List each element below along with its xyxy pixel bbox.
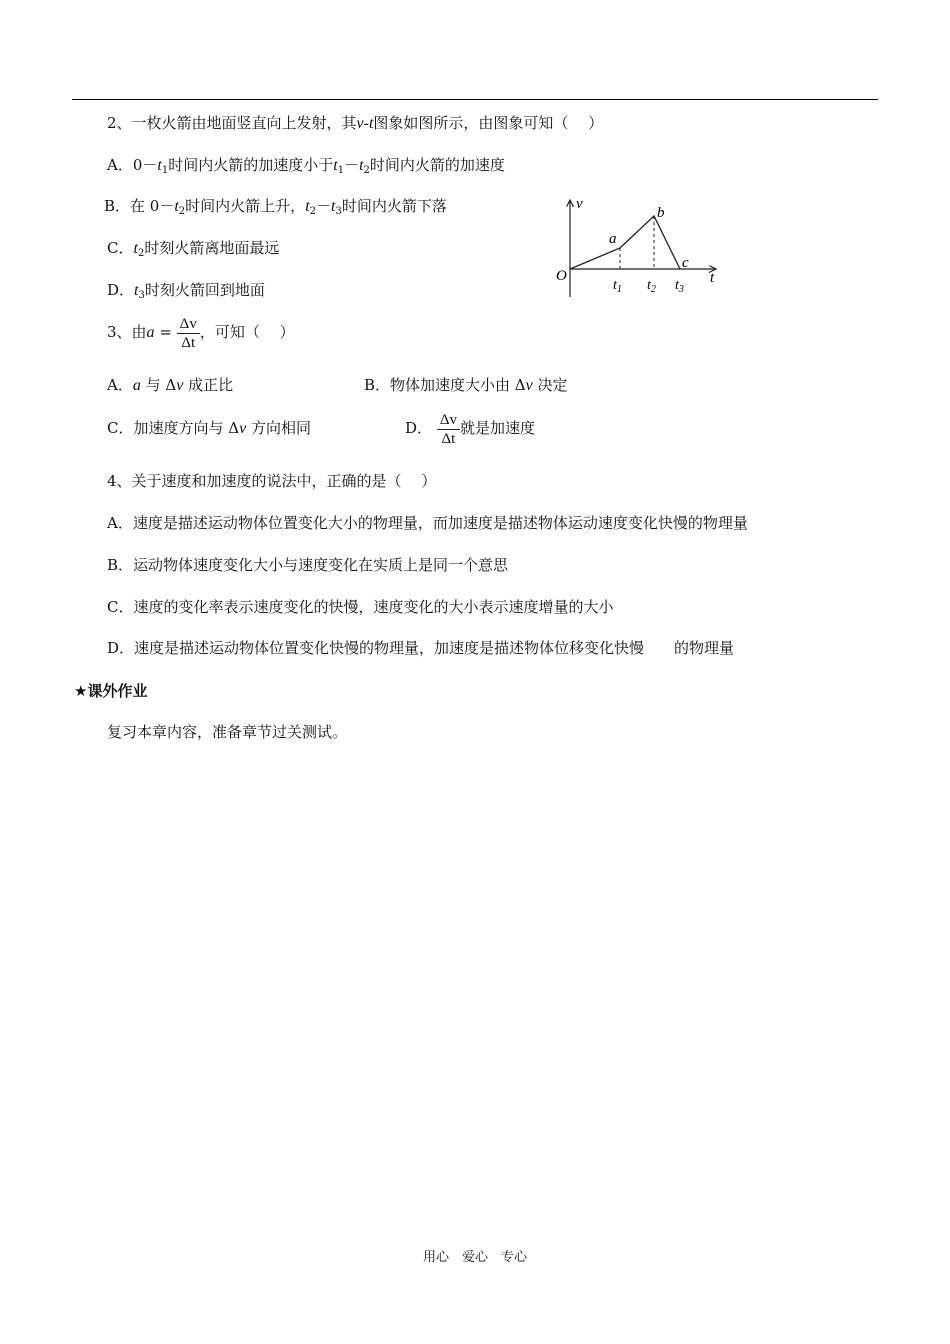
homework-text: 复习本章内容，准备章节过关测试。 xyxy=(107,723,348,741)
tick-t1 xyxy=(613,278,622,295)
q3-numerator: Δv xyxy=(177,315,200,334)
q3-denominator: Δt xyxy=(181,334,196,351)
point-c-label: c xyxy=(682,255,689,271)
q3-a-mid: 与 Δ xyxy=(140,376,177,394)
q3-d-label: D． xyxy=(405,419,433,437)
q2-b-end: 时间内火箭下落 xyxy=(341,197,447,215)
q3-b-var: v xyxy=(525,377,533,394)
q2-b-dash: － xyxy=(316,197,332,215)
q2-a-label: A．0－ xyxy=(107,156,158,174)
q2-b-mid: 时间内火箭上升， xyxy=(185,197,306,215)
point-a-label: a xyxy=(609,231,617,247)
q2-a-dash: － xyxy=(344,156,360,174)
homework-title: ★课外作业 xyxy=(74,682,148,700)
q2-a-sub-3: 2 xyxy=(363,165,370,176)
tick-t1-sub: 1 xyxy=(616,284,622,295)
q4-option-d: D．速度是描述运动物体位置变化快慢的物理量，加速度是描述物体位移变化快慢 的物理量 xyxy=(107,639,735,657)
q2-a-var: t xyxy=(157,157,162,174)
q2-c-sub: 2 xyxy=(137,248,145,259)
q2-c-var: t xyxy=(133,240,138,257)
q2-b-sub: 2 xyxy=(178,206,186,217)
tick-t3 xyxy=(675,278,684,295)
q3-c-var: v xyxy=(239,420,247,437)
q3-a-end: 成正比 xyxy=(183,376,234,394)
q3-option-b xyxy=(364,375,568,396)
tick-t2-var: t xyxy=(647,278,651,293)
tick-t2 xyxy=(647,278,656,295)
q2-a-var-3: t xyxy=(359,157,364,174)
q3-a-label: A． xyxy=(107,376,133,394)
q3-stem-text-2: ，可知（ ） xyxy=(199,323,295,341)
tick-t3-sub: 3 xyxy=(678,284,684,295)
q3-b-end: 决定 xyxy=(532,376,568,394)
q3-d-numerator: Δv xyxy=(437,411,460,430)
vt-graph xyxy=(550,192,730,302)
q3-equals: = xyxy=(154,323,172,341)
q2-c-end: 时刻火箭离地面最远 xyxy=(144,239,280,257)
q2-b-sub-2: 2 xyxy=(309,206,317,217)
q2-d-label: D． xyxy=(107,281,135,299)
origin-label: O xyxy=(556,268,567,284)
q2-d-sub: 3 xyxy=(138,290,145,301)
tick-t1-var: t xyxy=(613,278,617,293)
axis-label-v: v xyxy=(576,196,583,212)
q3-option-a xyxy=(107,375,233,396)
q3-d-denominator: Δt xyxy=(441,430,456,447)
q2-a-end: 时间内火箭的加速度 xyxy=(369,156,505,174)
page-footer: 用心 爱心 专心 xyxy=(422,1250,527,1265)
q2-option-a xyxy=(107,155,505,176)
q2-a-mid: 时间内火箭的加速度小于 xyxy=(168,156,334,174)
q2-d-var: t xyxy=(134,282,139,299)
q3-c-label: C．加速度方向与 Δ xyxy=(107,419,240,437)
q2-option-d xyxy=(107,280,265,301)
q2-b-label: B．在 0－ xyxy=(104,197,175,215)
q2-stem-var: v-t xyxy=(356,115,374,132)
header-rule xyxy=(72,99,878,100)
point-b-label: b xyxy=(657,205,665,221)
q3-d-end: 就是加速度 xyxy=(459,419,535,437)
q2-b-var: t xyxy=(174,198,179,215)
q2-stem-text-2: 图象如图所示，由图象可知（ ） xyxy=(373,114,604,132)
q3-stem xyxy=(107,313,295,352)
q3-fraction xyxy=(177,315,200,352)
q2-option-c xyxy=(107,238,279,259)
vt-curve xyxy=(570,216,680,269)
q2-option-b xyxy=(104,196,447,217)
q3-option-c xyxy=(107,418,311,439)
q3-a-var: a xyxy=(132,377,141,394)
q2-a-sub: 1 xyxy=(161,165,169,176)
q4-option-c: C．速度的变化率表示速度变化的快慢，速度变化的大小表示速度增量的大小 xyxy=(107,598,614,616)
q2-a-var-2: t xyxy=(333,157,338,174)
q3-option-d xyxy=(405,409,535,448)
q4-stem: 4、关于速度和加速度的说法中，正确的是（ ） xyxy=(107,472,437,490)
axis-label-t: t xyxy=(710,270,715,286)
tick-t3-var: t xyxy=(675,278,679,293)
q3-stem-text: 3、由 xyxy=(107,323,147,341)
q3-c-end: 方向相同 xyxy=(246,419,311,437)
q2-b-sub-3: 3 xyxy=(335,206,342,217)
tick-t2-sub: 2 xyxy=(650,284,656,295)
q3-var-a: a xyxy=(146,324,155,341)
q2-stem xyxy=(107,113,603,134)
q2-b-var-2: t xyxy=(305,198,310,215)
q2-c-label: C． xyxy=(107,239,134,257)
q4-option-b: B．运动物体速度变化大小与速度变化在实质上是同一个意思 xyxy=(107,556,509,574)
q3-d-fraction xyxy=(437,411,460,448)
q2-b-var-3: t xyxy=(331,198,336,215)
q3-b-label: B．物体加速度大小由 Δ xyxy=(364,376,526,394)
q2-d-end: 时刻火箭回到地面 xyxy=(144,281,265,299)
q3-a-var-2: v xyxy=(176,377,184,394)
q2-a-sub-2: 1 xyxy=(337,165,345,176)
q4-option-a: A．速度是描述运动物体位置变化大小的物理量，而加速度是描述物体运动速度变化快慢的物理量 xyxy=(107,514,748,532)
q2-stem-text: 2、一枚火箭由地面竖直向上发射，其 xyxy=(107,114,357,132)
